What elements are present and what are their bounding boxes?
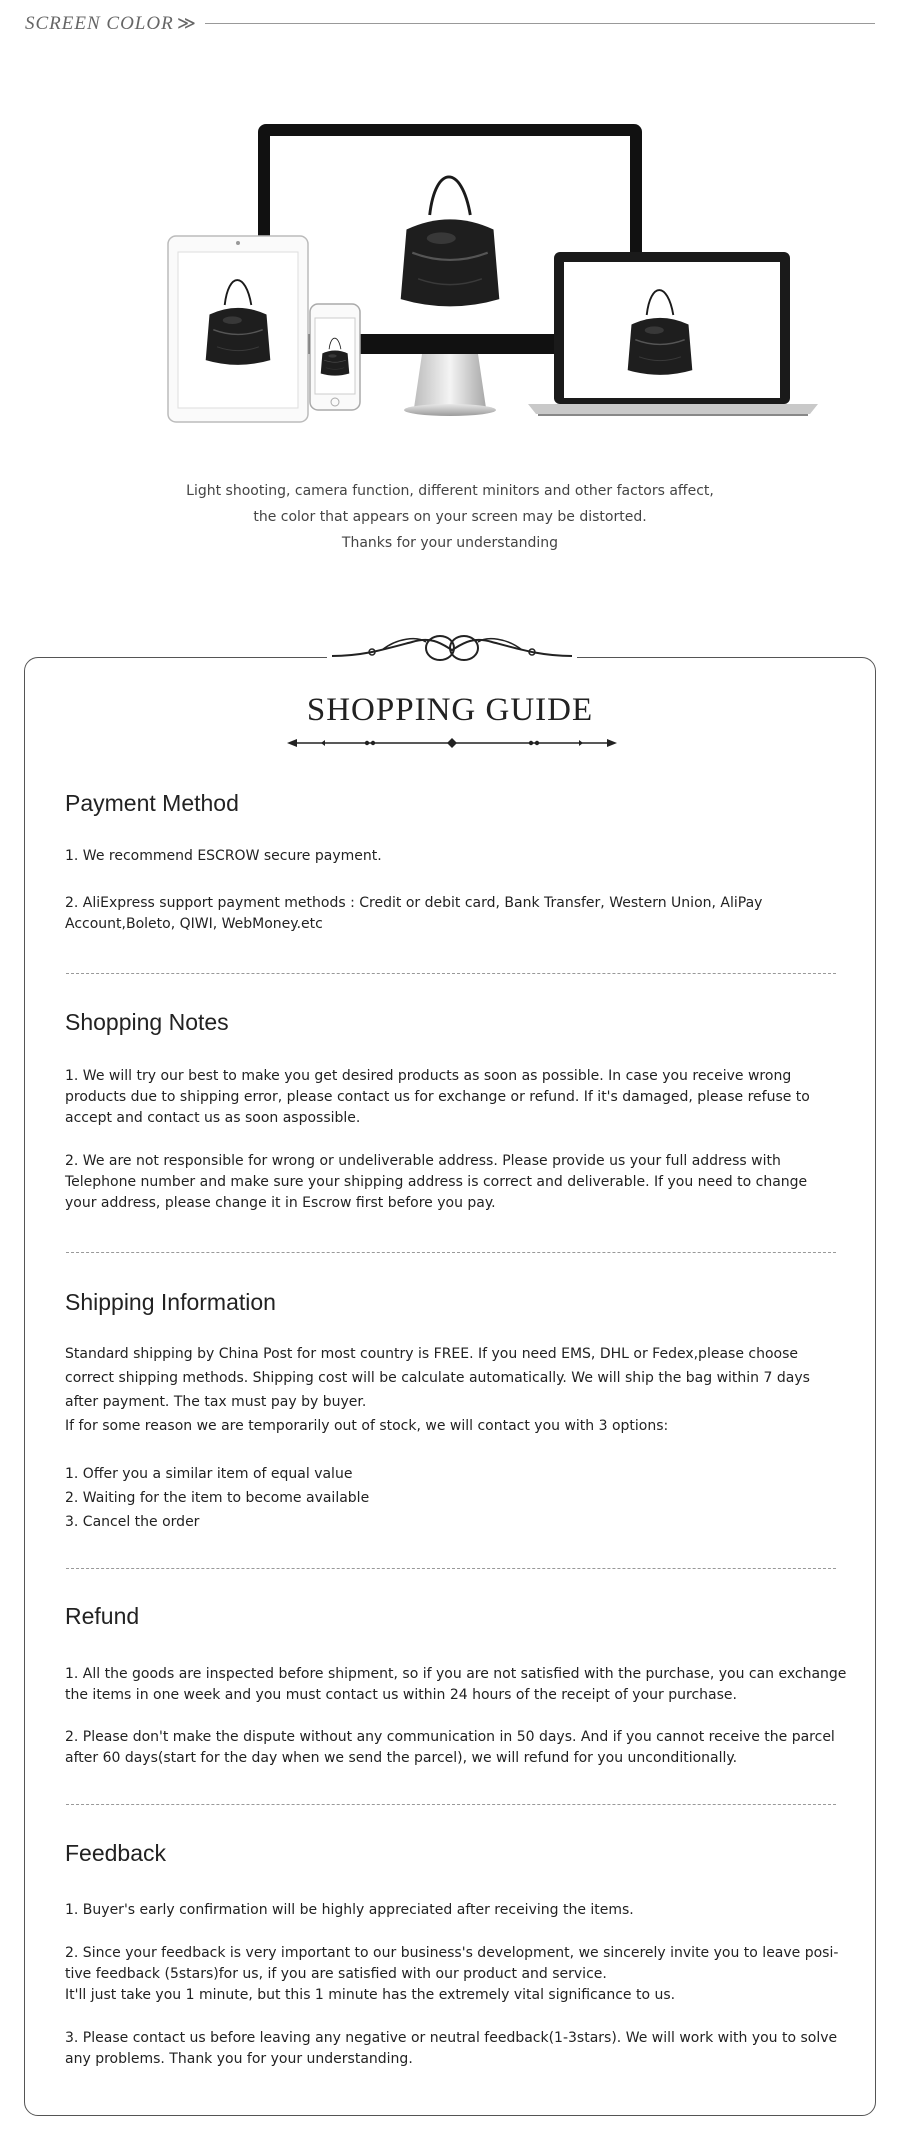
text-line: products due to shipping error, please contact us for exchange or refund. If it's damaged, please refuse to bbox=[65, 1089, 810, 1105]
text-line: after 60 days(start for the day when we send the parcel), we will refund for you unconditionally. bbox=[65, 1750, 738, 1766]
feedback-paragraph-1 bbox=[65, 1900, 835, 1921]
disclaimer-line: Thanks for your understanding bbox=[341, 535, 559, 551]
text-line: after payment. The tax must pay by buyer. bbox=[65, 1394, 367, 1410]
laptop bbox=[528, 252, 818, 416]
text-line: 2. We are not responsible for wrong or undeliverable address. Please provide us your full address with bbox=[65, 1153, 781, 1169]
text-line: Account,Boleto, QIWI, WebMoney.etc bbox=[65, 916, 323, 932]
text-line: accept and contact us as soon aspossible. bbox=[65, 1110, 361, 1126]
list-item: 3. Cancel the order bbox=[65, 1514, 200, 1530]
shopping-guide-title: SHOPPING GUIDE bbox=[306, 692, 594, 728]
text-line: 2. Since your feedback is very important to our business's development, we sincerely invite you to leave posi- bbox=[65, 1945, 839, 1961]
screen-color-header bbox=[25, 12, 875, 36]
list-item: 2. Waiting for the item to become available bbox=[65, 1490, 370, 1506]
refund-section bbox=[65, 1601, 835, 1631]
text-line: 2. AliExpress support payment methods : Credit or debit card, Bank Transfer, Western Union, AliPay bbox=[65, 895, 763, 911]
dashed-divider bbox=[66, 1252, 836, 1253]
notes-paragraph-1 bbox=[65, 1066, 835, 1129]
title-arrow-rule bbox=[287, 736, 617, 750]
shopping-notes-heading: Shopping Notes bbox=[65, 1009, 229, 1035]
dashed-divider bbox=[66, 973, 836, 974]
color-disclaimer bbox=[0, 478, 900, 556]
shipping-information-section bbox=[65, 1287, 835, 1317]
devices-illustration bbox=[160, 118, 820, 428]
text-line: 1. All the goods are inspected before shipment, so if you are not satisfied with the purchase, you can exchange bbox=[65, 1666, 847, 1682]
text-line: correct shipping methods. Shipping cost will be calculate automatically. We will ship the bag within 7 days bbox=[65, 1370, 810, 1386]
tablet bbox=[168, 236, 308, 422]
shipping-options-list bbox=[65, 1462, 835, 1534]
text-line: It'll just take you 1 minute, but this 1 minute has the extremely vital significance to us. bbox=[65, 1987, 676, 2003]
dashed-divider bbox=[66, 1804, 836, 1805]
shipping-information-heading: Shipping Information bbox=[65, 1289, 276, 1315]
list-item: 1. Offer you a similar item of equal value bbox=[65, 1466, 353, 1482]
text-line: any problems. Thank you for your understanding. bbox=[65, 2051, 413, 2067]
feedback-paragraph-3 bbox=[65, 2028, 838, 2070]
feedback-paragraph-2 bbox=[65, 1943, 839, 2006]
feedback-section bbox=[65, 1838, 835, 1868]
text-line: the items in one week and you must contact us within 24 hours of the receipt of your purchase. bbox=[65, 1687, 737, 1703]
text-line: Telephone number and make sure your shipping address is correct and deliverable. If you need to change bbox=[65, 1174, 808, 1190]
refund-heading: Refund bbox=[65, 1603, 140, 1629]
payment-paragraph-2 bbox=[65, 893, 835, 935]
notes-paragraph-2 bbox=[65, 1151, 835, 1214]
phone bbox=[310, 304, 360, 410]
payment-method-section bbox=[65, 788, 835, 818]
payment-paragraph-1 bbox=[65, 846, 835, 867]
flourish-ornament-icon bbox=[322, 620, 582, 670]
text-line: 3. Please contact us before leaving any negative or neutral feedback(1-3stars). We will work with you to solve bbox=[65, 2030, 838, 2046]
text-line: If for some reason we are temporarily out of stock, we will contact you with 3 options: bbox=[65, 1418, 669, 1434]
refund-paragraph-2 bbox=[65, 1727, 835, 1769]
text-line: tive feedback (5stars)for us, if you are satisfied with our product and service. bbox=[65, 1966, 607, 1982]
screen-color-title: SCREEN COLOR bbox=[25, 13, 174, 34]
disclaimer-line: the color that appears on your screen may be distorted. bbox=[253, 509, 647, 525]
text-line: your address, please change it in Escrow first before you pay. bbox=[65, 1195, 496, 1211]
shipping-paragraph-1 bbox=[65, 1342, 835, 1438]
text-line: 2. Please don't make the dispute without any communication in 50 days. And if you cannot receive the parcel bbox=[65, 1729, 835, 1745]
text-line: 1. We recommend ESCROW secure payment. bbox=[65, 848, 382, 864]
text-line: 1. We will try our best to make you get desired products as soon as possible. In case you receive wrong bbox=[65, 1068, 792, 1084]
feedback-heading: Feedback bbox=[65, 1840, 167, 1866]
disclaimer-line: Light shooting, camera function, different minitors and other factors affect, bbox=[186, 483, 714, 499]
payment-method-heading: Payment Method bbox=[65, 790, 239, 816]
text-line: 1. Buyer's early confirmation will be highly appreciated after receiving the items. bbox=[65, 1902, 634, 1918]
double-chevron-right-icon: ≫ bbox=[177, 13, 196, 34]
header-rule bbox=[205, 23, 875, 24]
text-line: Standard shipping by China Post for most country is FREE. If you need EMS, DHL or Fedex,please choose bbox=[65, 1346, 798, 1362]
refund-paragraph-1 bbox=[65, 1664, 847, 1706]
dashed-divider bbox=[66, 1568, 836, 1569]
shopping-notes-section bbox=[65, 1007, 835, 1037]
